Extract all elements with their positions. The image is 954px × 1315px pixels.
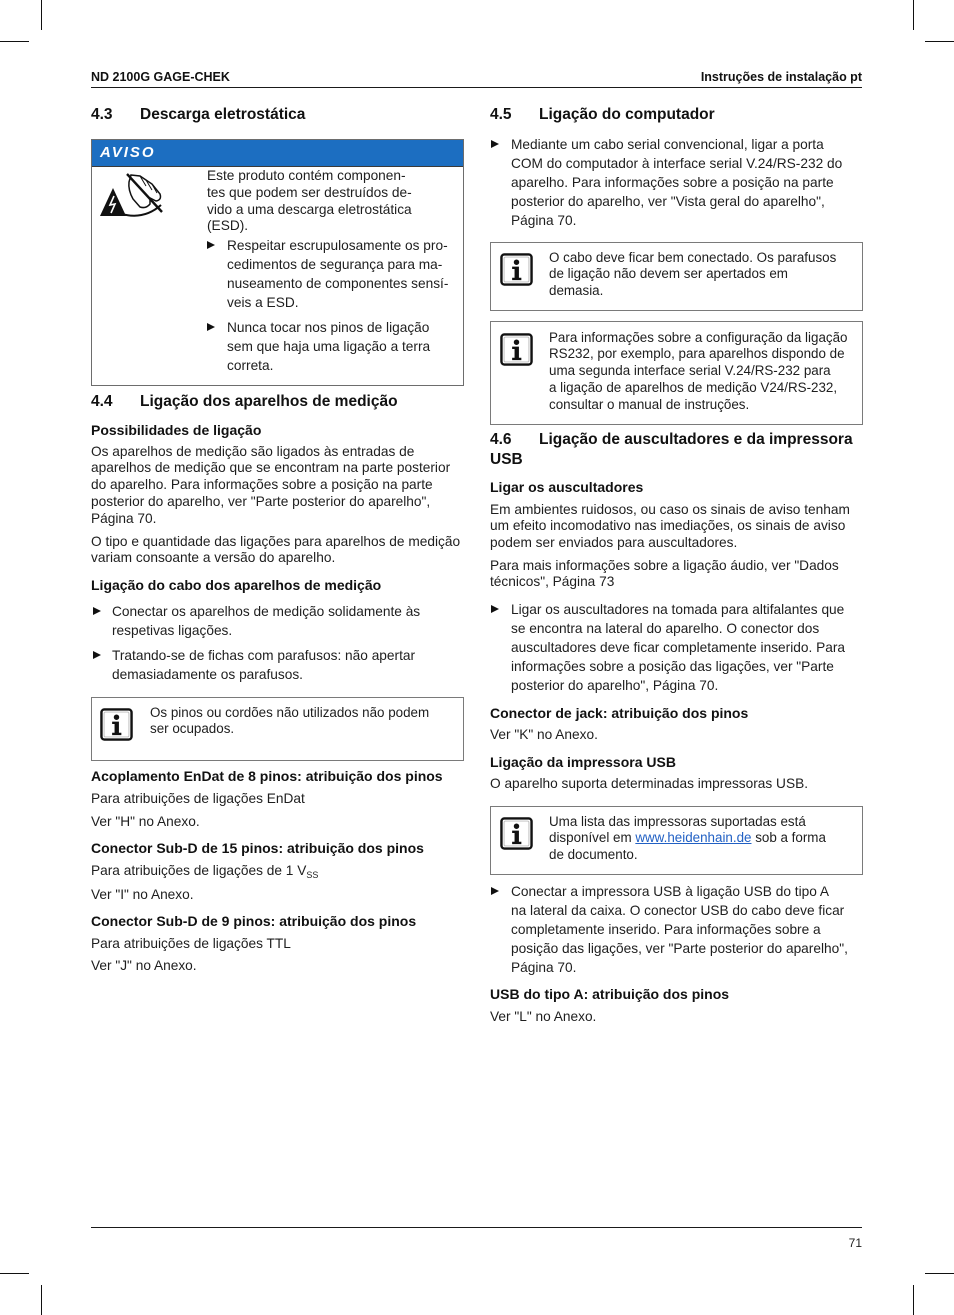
info-text [150,705,429,739]
text-line: correta. [227,357,274,373]
info-box [490,806,863,875]
text-line: aparelho. Para informações sobre a posição na parte [511,174,834,190]
info-icon [500,333,533,366]
section-number: 4.6 [490,431,512,448]
text-line: respetivas ligações. [112,622,233,638]
text-line: na lateral da caixa. O conector USB do cabo deve ficar [511,902,845,918]
text-line: Os pinos ou cordões não utilizados não podem [150,704,430,720]
page-number: 71 [848,1236,862,1250]
section-title: Ligação do computador [539,106,715,123]
info-box [490,242,863,311]
heading-line [490,430,853,450]
bullet-arrow-icon [93,607,101,615]
info-text [549,330,848,414]
text-line: variam consoante a versão do aparelho. [91,550,336,566]
bullet-text [112,646,415,684]
bullet-item [91,646,415,684]
section-heading-4-3 [91,105,305,125]
text-line: RS232, por exemplo, para aparelhos dispondo de [549,346,845,362]
text-line: Para mais informações sobre a ligação áudio, ver "Dados [490,557,839,573]
text-line: Página 70. [511,959,577,975]
text-line: demasia. [549,283,604,299]
subheading: Conector Sub-D de 9 pinos: atribuição dos pinos [91,912,417,929]
text-line: tes que podem ser destruídos de- [207,184,412,200]
bullet-item [91,602,420,640]
section-title: Descarga eletrostática [140,106,306,123]
text-line: vido a uma descarga eletrostática [207,201,412,217]
text-line: Ver "H" no Anexo. [91,813,200,829]
text-segment: Para atribuições de ligações de 1 V [91,862,307,878]
text-line: Conectar a impressora USB à ligação USB do tipo A [511,883,830,899]
section-number: 4.3 [91,106,113,123]
text-line: técnicos", Página 73 [490,574,615,590]
bullet-item [490,882,848,977]
subheading: Ligação do cabo dos aparelhos de medição [91,576,382,593]
info-icon [500,817,533,850]
paragraph [91,534,460,568]
footer-rule [91,1227,862,1228]
text-segment: sob a forma [751,830,826,846]
text-line: posição das ligações, ver "Parte posterior do aparelho", [511,940,848,956]
crop-mark [41,1285,42,1315]
text-line: Ver "K" no Anexo. [490,726,598,742]
bullet-item [490,600,845,695]
paragraph [490,558,839,592]
notice-label: AVISO [100,144,156,161]
text-line: sem que haja uma ligação a terra [227,338,431,354]
text-line: veis a ESD. [227,294,299,310]
notice-header [92,140,463,167]
section-heading-4-4 [91,392,398,412]
text-line: Tratando-se de fichas com parafusos: não apertar [112,647,416,663]
crop-mark [41,0,42,30]
subheading: Conector Sub-D de 15 pinos: atribuição dos pinos [91,839,424,856]
text-line: podem ser enviados para auscultadores. [490,535,738,551]
text-line: cedimentos de segurança para ma- [227,256,443,272]
esd-warning-icon [100,172,166,218]
text-line [549,830,826,847]
bullet-text [511,882,848,977]
subheading: Possibilidades de ligação [91,421,262,438]
text-line: uma segunda interface serial V.24/RS-232 para [549,363,831,379]
text-line: O tipo e quantidade das ligações para aparelhos de medição [91,533,461,549]
info-text [549,814,826,864]
notice-box [91,139,464,386]
bullet-text [227,318,430,375]
info-icon [100,708,133,741]
bullet-text [511,135,842,230]
crop-mark [0,41,29,42]
subheading: Ligação da impressora USB [490,753,676,770]
text-line: um efeito incomodativo nas imediações, os sinais de aviso [490,518,846,534]
text-line: (ESD). [207,218,249,234]
bullet-arrow-icon [491,887,499,895]
text-line: Ver "L" no Anexo. [490,1008,597,1024]
crop-mark [925,1273,954,1274]
info-box [490,321,863,425]
crop-mark [0,1273,29,1274]
text-line: nuseamento de componentes sensí- [227,275,449,291]
text-line: completamente inserido. Para informações sobre a [511,921,821,937]
paragraph [91,444,450,528]
text-line [91,863,318,880]
subheading: Ligar os auscultadores [490,478,644,495]
text-line: COM do computador à interface serial V.24/RS-232 do [511,155,843,171]
text-line: Os aparelhos de medição são ligados às entradas de [91,443,415,459]
text-line: aparelhos de medição que se encontram na parte posterior [91,460,451,476]
section-title-continued: USB [490,451,523,468]
text-line: auscultadores deve ficar completamente inserido. Para [511,639,846,655]
section-title: Ligação de auscultadores e da impressora [539,431,853,448]
info-text [549,250,836,300]
bullet-arrow-icon [207,323,215,331]
text-line: informações sobre a posição das ligações, ver "Parte [511,658,834,674]
text-line: Página 70. [91,510,157,526]
bullet-arrow-icon [491,605,499,613]
bullet-arrow-icon [207,241,215,249]
bullet-item [207,318,430,375]
text-line: a ligação de aparelhos de medição V24/RS-232, [549,379,838,395]
bullet-item [490,135,842,230]
text-line: Nunca tocar nos pinos de ligação [227,319,430,335]
text-line: demasiadamente os parafusos. [112,666,303,682]
heidenhain-website-link[interactable]: www.heidenhain.de [635,830,752,846]
section-heading-4-5 [490,105,715,125]
subheading: Conector de jack: atribuição dos pinos [490,704,749,721]
text-line: O aparelho suporta determinadas impressoras USB. [490,775,809,791]
bullet-text [511,600,845,695]
section-title: Ligação dos aparelhos de medição [140,393,398,410]
text-line: Página 70. [511,212,577,228]
product-name: ND 2100G GAGE-CHEK [91,70,230,84]
crop-mark [913,1285,914,1315]
text-line: ser ocupados. [150,721,235,737]
paragraph [490,502,850,552]
text-line: Para atribuições de ligações EnDat [91,790,305,806]
text-line: Este produto contém componen- [207,168,406,183]
section-number: 4.5 [490,106,512,123]
text-line: de ligação não devem ser apertados em [549,266,788,282]
info-box [91,697,464,761]
text-line: consultar o manual de instruções. [549,396,750,412]
text-line: se encontra na lateral do aparelho. O conector dos [511,620,820,636]
text-line: Para informações sobre a configuração da ligação [549,329,848,345]
notice-text [207,168,412,235]
subheading: Acoplamento EnDat de 8 pinos: atribuição dos pinos [91,767,443,784]
text-line: Conectar os aparelhos de medição solidamente às [112,603,421,619]
section-heading-4-6 [490,430,853,470]
crop-mark [925,41,954,42]
text-line: Mediante um cabo serial convencional, ligar a porta [511,136,824,152]
running-header [91,68,862,88]
subscript: SS [306,869,319,880]
subheading: USB do tipo A: atribuição dos pinos [490,985,730,1002]
bullet-arrow-icon [491,140,499,148]
text-line: Ver "I" no Anexo. [91,886,194,902]
text-line: Uma lista das impressoras suportadas está [549,813,806,829]
text-line: Ver "J" no Anexo. [91,957,197,973]
text-line: do aparelho. Para informações sobre a posição na parte [91,477,433,493]
text-line: Em ambientes ruidosos, ou caso os sinais de aviso tenham [490,501,850,517]
text-line: posterior do aparelho, ver "Vista geral do aparelho", [511,193,825,209]
info-icon [500,253,533,286]
text-line: O cabo deve ficar bem conectado. Os parafusos [549,249,837,265]
bullet-item [207,236,448,312]
text-line: posterior do aparelho, ver "Parte posterior do aparelho", [91,493,431,509]
bullet-text [112,602,420,640]
text-segment: disponível em [549,830,636,846]
text-line: posterior do aparelho", Página 70. [511,677,719,693]
text-line: de documento. [549,847,638,863]
crop-mark [913,0,914,30]
text-line: Respeitar escrupulosamente os pro- [227,237,448,253]
document-title: Instruções de instalação pt [700,70,862,84]
text-line: Ligar os auscultadores na tomada para altifalantes que [511,601,845,617]
bullet-text [227,236,448,312]
text-line: Para atribuições de ligações TTL [91,935,291,951]
bullet-arrow-icon [93,651,101,659]
section-number: 4.4 [91,393,113,410]
